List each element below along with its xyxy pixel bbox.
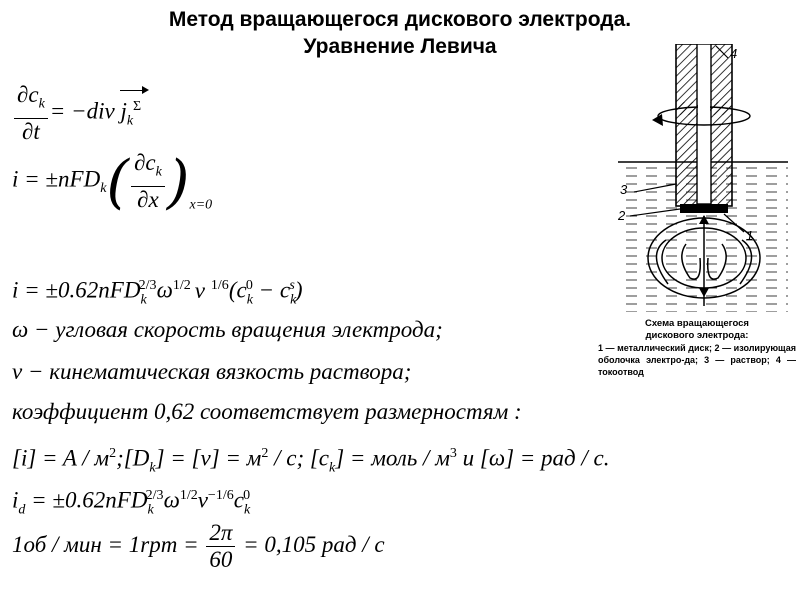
rpm-conversion: 1об / мин = 1rpm = $\frac{2\pi}{60}$ = 0,105 рад / с [12,520,385,572]
title-line-1: Метод вращающегося дискового электрода. [168,8,632,31]
fraction-2pi-60: $\frac{2\pi}{60}$ [206,520,235,573]
omega-definition: ω − угловая скорость вращения электрода; [12,317,443,342]
rotating-disk-electrode-diagram [606,44,794,316]
label-4: 4 [730,46,738,61]
label-2: 2 [618,208,626,223]
current-lead [697,44,711,204]
title-line-2: Уравнение Левича [303,35,497,58]
nu-definition: ν − кинематическая вязкость раствора; [12,359,412,384]
formula-limiting-current: $i_d = \pm 0.62nFD_k^{2/3}\omega^{1/2}\nu^{-1/6}c_k^0$ [12,487,251,518]
fraction-dc-dt: $\frac{\partial c_k}{\partial t}$ [14,82,48,145]
formula-diffusion-balance: $\frac{\partial c_k}{\partial t}$ = −div $j_k^\Sigma$ [12,82,141,145]
fraction-dc-dx: $\frac{\partial c_k}{\partial x}$ [131,150,165,213]
diagram-legend: 1 — металлический диск; 2 — изолирующая оболочка электро-да; 3 — раствор; 4 — токоотвод [598,343,796,377]
units-line: $[i] = A / м^2;[D_k] = [\nu] = м^2 / с$; $[c_k]$ = моль / $м^3$ и [ω] = рад / с. [12,445,610,476]
diagram-caption: Схема вращающегося дискового электрода: 1 — металлический диск; 2 — изолирующая оболочка электро-да; 3 — раствор; 4 — токоотвод [598,318,796,377]
coefficient-note: коэффициент 0,62 соответствует размерностям : [12,399,522,424]
formula-current-gradient: i = ±nFD$_k$( $\frac{\partial c_k}{\partial x}$ )$_{x=0}$ [12,147,213,216]
label-3: 3 [620,182,628,197]
label-1: 1 [746,228,754,243]
formula-levich: $i = \pm 0.62nFD_k^{2/3}\omega^{1/2}$ ν $^{1/6}(c_k^0 - c_k^s)$ [12,277,303,308]
metal-disk [680,204,728,213]
flux-vector: $j_k^\Sigma$ [120,93,141,135]
